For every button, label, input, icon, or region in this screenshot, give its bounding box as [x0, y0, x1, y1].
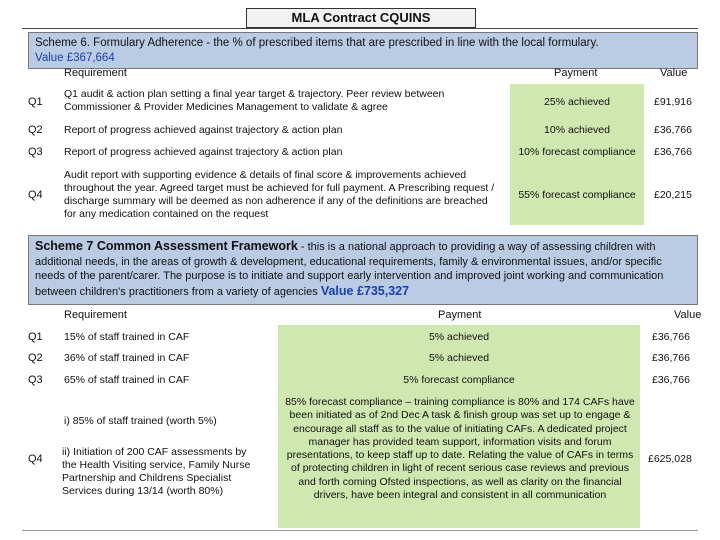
- s6-header-requirement: Requirement: [64, 67, 127, 79]
- s6-q2-value: £36,766: [654, 124, 692, 136]
- s7-q4-requirement-a: i) 85% of staff trained (worth 5%): [64, 415, 217, 427]
- s6-q4-payment: 55% forecast compliance: [518, 189, 636, 201]
- s7-q1-label: Q1: [28, 331, 43, 343]
- s7-q1-requirement: 15% of staff trained in CAF: [64, 331, 190, 343]
- s7-q4-label: Q4: [28, 453, 43, 465]
- s7-q4-payment-lead: 85% forecast compliance: [285, 396, 403, 408]
- s7-q2-requirement: 36% of staff trained in CAF: [64, 352, 190, 364]
- scheme7-heading: Scheme 7 Common Assessment Framework: [35, 239, 298, 253]
- s6-q1-requirement: Q1 audit & action plan setting a final year target & trajectory. Peer review between Commissioner & Provider Medicines Management to validate & agree: [64, 88, 445, 113]
- s7-q2-label: Q2: [28, 352, 43, 364]
- s6-q3-requirement: Report of progress achieved against trajectory & action plan: [64, 146, 343, 158]
- s7-q1-payment: 5% achieved: [428, 331, 490, 343]
- s6-q3-label: Q3: [28, 146, 43, 158]
- s6-q4-requirement: Audit report with supporting evidence & details of final score & improvements achieved throughout the year. Agreed target must be achieved for full payment. A Prescribing request / discharge summary will be deemed as non adherence if any of the definitions are breached for any medication contained on the request: [64, 169, 495, 220]
- s7-header-requirement: Requirement: [64, 309, 127, 321]
- s7-q3-label: Q3: [28, 374, 43, 386]
- s7-q2-value: £36,766: [652, 352, 690, 364]
- page-title: MLA Contract CQUINS: [246, 8, 476, 28]
- bottom-divider: [22, 530, 698, 531]
- s7-q3-value: £36,766: [652, 374, 690, 386]
- scheme6-heading: Scheme 6. Formulary Adherence - the % of prescribed items that are prescribed in line with the local formulary.: [35, 37, 599, 49]
- s6-q1-value: £91,916: [654, 96, 692, 108]
- s7-q3-requirement: 65% of staff trained in CAF: [64, 374, 190, 386]
- s6-q2-requirement: Report of progress achieved against trajectory & action plan: [64, 124, 343, 136]
- scheme6-value: Value £367,664: [35, 52, 115, 64]
- s7-q1-value: £36,766: [652, 331, 690, 343]
- title-divider: [22, 28, 698, 29]
- scheme7-value: Value £735,327: [320, 283, 410, 298]
- s6-q1-label: Q1: [28, 96, 43, 108]
- s7-q4-requirement-b: ii) Initiation of 200 CAF assessments by the Health Visiting service, Family Nurse Partnership and Childrens Specialist Services during 13/14 (worth 80%): [62, 446, 251, 497]
- s7-q2-payment: 5% achieved: [428, 352, 490, 364]
- s6-q4-value: £20,215: [654, 189, 692, 201]
- s7-q4-payment-text: – training compliance is 80% and 174 CAFs have been initiated as of 2nd Dec A task & finish group was set up to engage & encourage all staff as to the value of initiating CAFs. A dedicated project manager has provided team support, information visits and forum presentations, to keep staff up to date. Relating the value of CAFs in terms of protecting children in light of recent serious case reviews and previous and forth coming Ofsted inspections, as well as clarity on the financial drivers, have been integral and consistent in all communication: [286, 396, 635, 502]
- s6-header-value: Value: [660, 67, 688, 79]
- s6-q4-label: Q4: [28, 189, 43, 201]
- s6-q2-label: Q2: [28, 124, 43, 136]
- s7-header-value: Value: [674, 309, 702, 321]
- s7-header-payment: Payment: [438, 309, 482, 321]
- s6-q3-payment: 10% forecast compliance: [518, 146, 636, 158]
- s7-q4-payment: [284, 396, 636, 502]
- scheme7-header: [28, 235, 698, 305]
- s7-q4-value: £625,028: [648, 453, 692, 465]
- scheme7-description: - this is a national approach to providing a way of assessing children with additional needs, in the areas of growth & development, educational requirements, family & environmental issues, and/or specific needs of the parent/carer. The purpose is to initiate and support early intervention and improved joint working and communication between children's practitioners from a variety of agencies: [35, 241, 664, 298]
- s6-q1-payment: 25% achieved: [544, 96, 610, 108]
- s7-q3-payment: 5% forecast compliance: [403, 374, 515, 386]
- s6-header-payment: Payment: [554, 67, 598, 79]
- scheme6-header: [28, 32, 698, 69]
- s6-q2-payment: 10% achieved: [544, 124, 610, 136]
- s6-q3-value: £36,766: [654, 146, 692, 158]
